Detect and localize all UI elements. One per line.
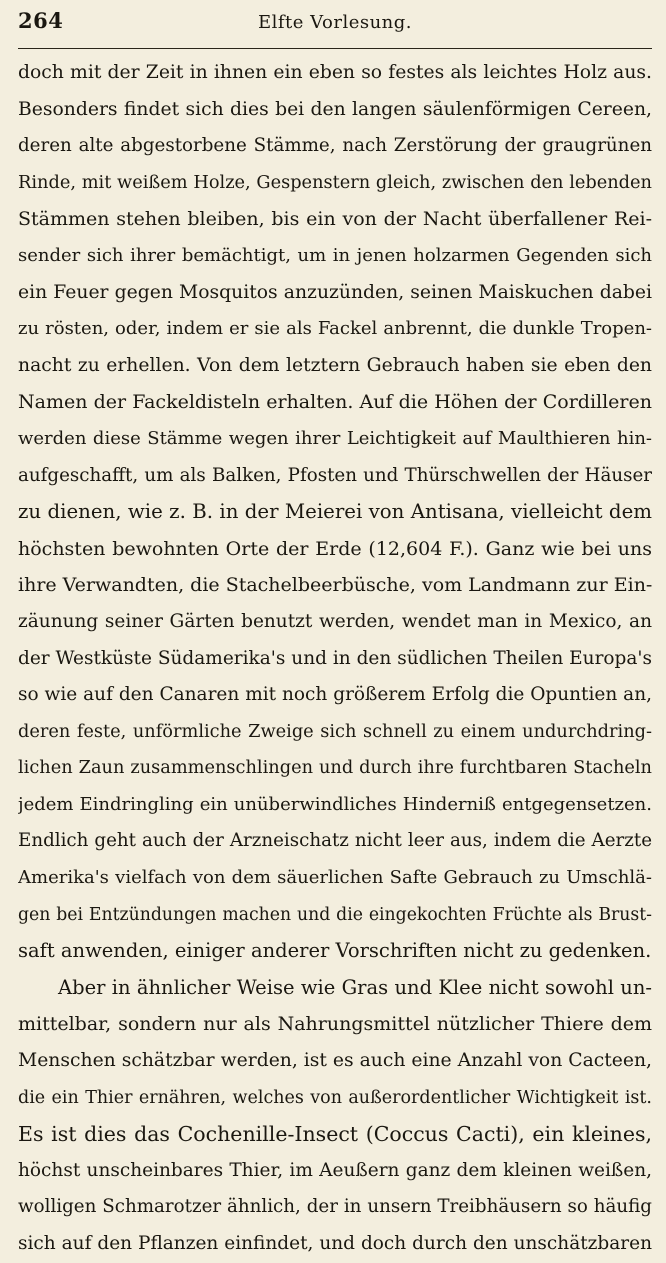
- text-line: höchsten bewohnten Orte der Erde (12,604 F.). Ganz wie bei uns: [18, 537, 652, 560]
- text-line: doch mit der Zeit in ihnen ein eben so festes als leichtes Holz aus.: [18, 62, 652, 83]
- text-line: ihre Verwandten, die Stachelbeerbüsche, vom Landmann zur Ein-: [18, 574, 652, 597]
- text-line: Endlich geht auch der Arzneischatz nicht leer aus, indem die Aerzte: [18, 830, 652, 852]
- text-line: ein Feuer gegen Mosquitos anzuzünden, seinen Maiskuchen dabei: [18, 281, 652, 303]
- text-line: höchst unscheinbares Thier, im Aeußern ganz dem kleinen weißen,: [18, 1159, 652, 1181]
- text-line: zäunung seiner Gärten benutzt werden, wendet man in Mexico, an: [18, 610, 652, 632]
- text-line: die ein Thier ernähren, welches von außerordentlicher Wichtigkeit ist.: [18, 1087, 652, 1108]
- running-head: Elfte Vorlesung.: [257, 12, 413, 33]
- text-line: Aber in ähnlicher Weise wie Gras und Klee nicht sowohl un-: [58, 975, 652, 999]
- page-header: [18, 8, 652, 49]
- text-line: so wie auf den Canaren mit noch größerem Erfolg die Opuntien an,: [18, 684, 652, 706]
- text-line: Stämmen stehen bleiben, bis ein von der Nacht überfallener Rei-: [18, 208, 652, 231]
- body-text: [18, 55, 652, 1263]
- text-line: sich auf den Pflanzen einfindet, und doch durch den unschätzbaren: [18, 1233, 652, 1254]
- text-line: Besonders findet sich dies bei den langen säulenförmigen Cereen,: [18, 98, 652, 120]
- text-line: wolligen Schmarotzer ähnlich, der in unsern Treibhäusern so häufig: [18, 1196, 652, 1218]
- text-line: gen bei Entzündungen machen und die eingekochten Früchte als Brust-: [18, 904, 652, 925]
- text-line: deren feste, unförmliche Zweige sich schnell zu einem undurchdring-: [18, 721, 652, 742]
- paragraph-2: [18, 970, 652, 1263]
- text-line: Es ist dies das Cochenille-Insect (Coccus Cacti), ein kleines,: [18, 1122, 652, 1147]
- text-line: zu dienen, wie z. B. in der Meierei von Antisana, vielleicht dem: [18, 500, 652, 524]
- text-line: jedem Eindringling ein unüberwindliches Hinderniß entgegensetzen.: [18, 793, 652, 815]
- text-line: lichen Zaun zusammenschlingen und durch ihre furchtbaren Stacheln: [18, 758, 652, 779]
- text-line: Namen der Fackeldisteln erhalten. Auf die Höhen der Cordilleren: [18, 391, 652, 414]
- text-line: saft anwenden, einiger anderer Vorschriften nicht zu gedenken.: [18, 939, 652, 963]
- paragraph-1: [18, 55, 652, 970]
- text-line: nacht zu erhellen. Von dem letztern Gebrauch haben sie eben den: [18, 354, 652, 376]
- text-line: werden diese Stämme wegen ihrer Leichtigkeit auf Maulthieren hin-: [18, 427, 652, 449]
- text-line: Rinde, mit weißem Holze, Gespenstern gleich, zwischen den lebenden: [18, 172, 652, 193]
- text-line: Amerika's vielfach von dem säuerlichen Safte Gebrauch zu Umschlä-: [18, 867, 652, 889]
- text-line: mittelbar, sondern nur als Nahrungsmittel nützlicher Thiere dem: [18, 1013, 652, 1036]
- text-line: Menschen schätzbar werden, ist es auch eine Anzahl von Cacteen,: [18, 1050, 652, 1072]
- text-line: der Westküste Südamerika's und in den südlichen Theilen Europa's: [18, 647, 652, 669]
- text-line: zu rösten, oder, indem er sie als Fackel anbrennt, die dunkle Tropen-: [18, 318, 652, 340]
- text-line: aufgeschafft, um als Balken, Pfosten und Thürschwellen der Häuser: [18, 464, 652, 486]
- page-number: 264: [18, 8, 64, 33]
- text-line: sender sich ihrer bemächtigt, um in jenen holzarmen Gegenden sich: [18, 244, 652, 266]
- text-line: deren alte abgestorbene Stämme, nach Zerstörung der graugrünen: [18, 135, 652, 157]
